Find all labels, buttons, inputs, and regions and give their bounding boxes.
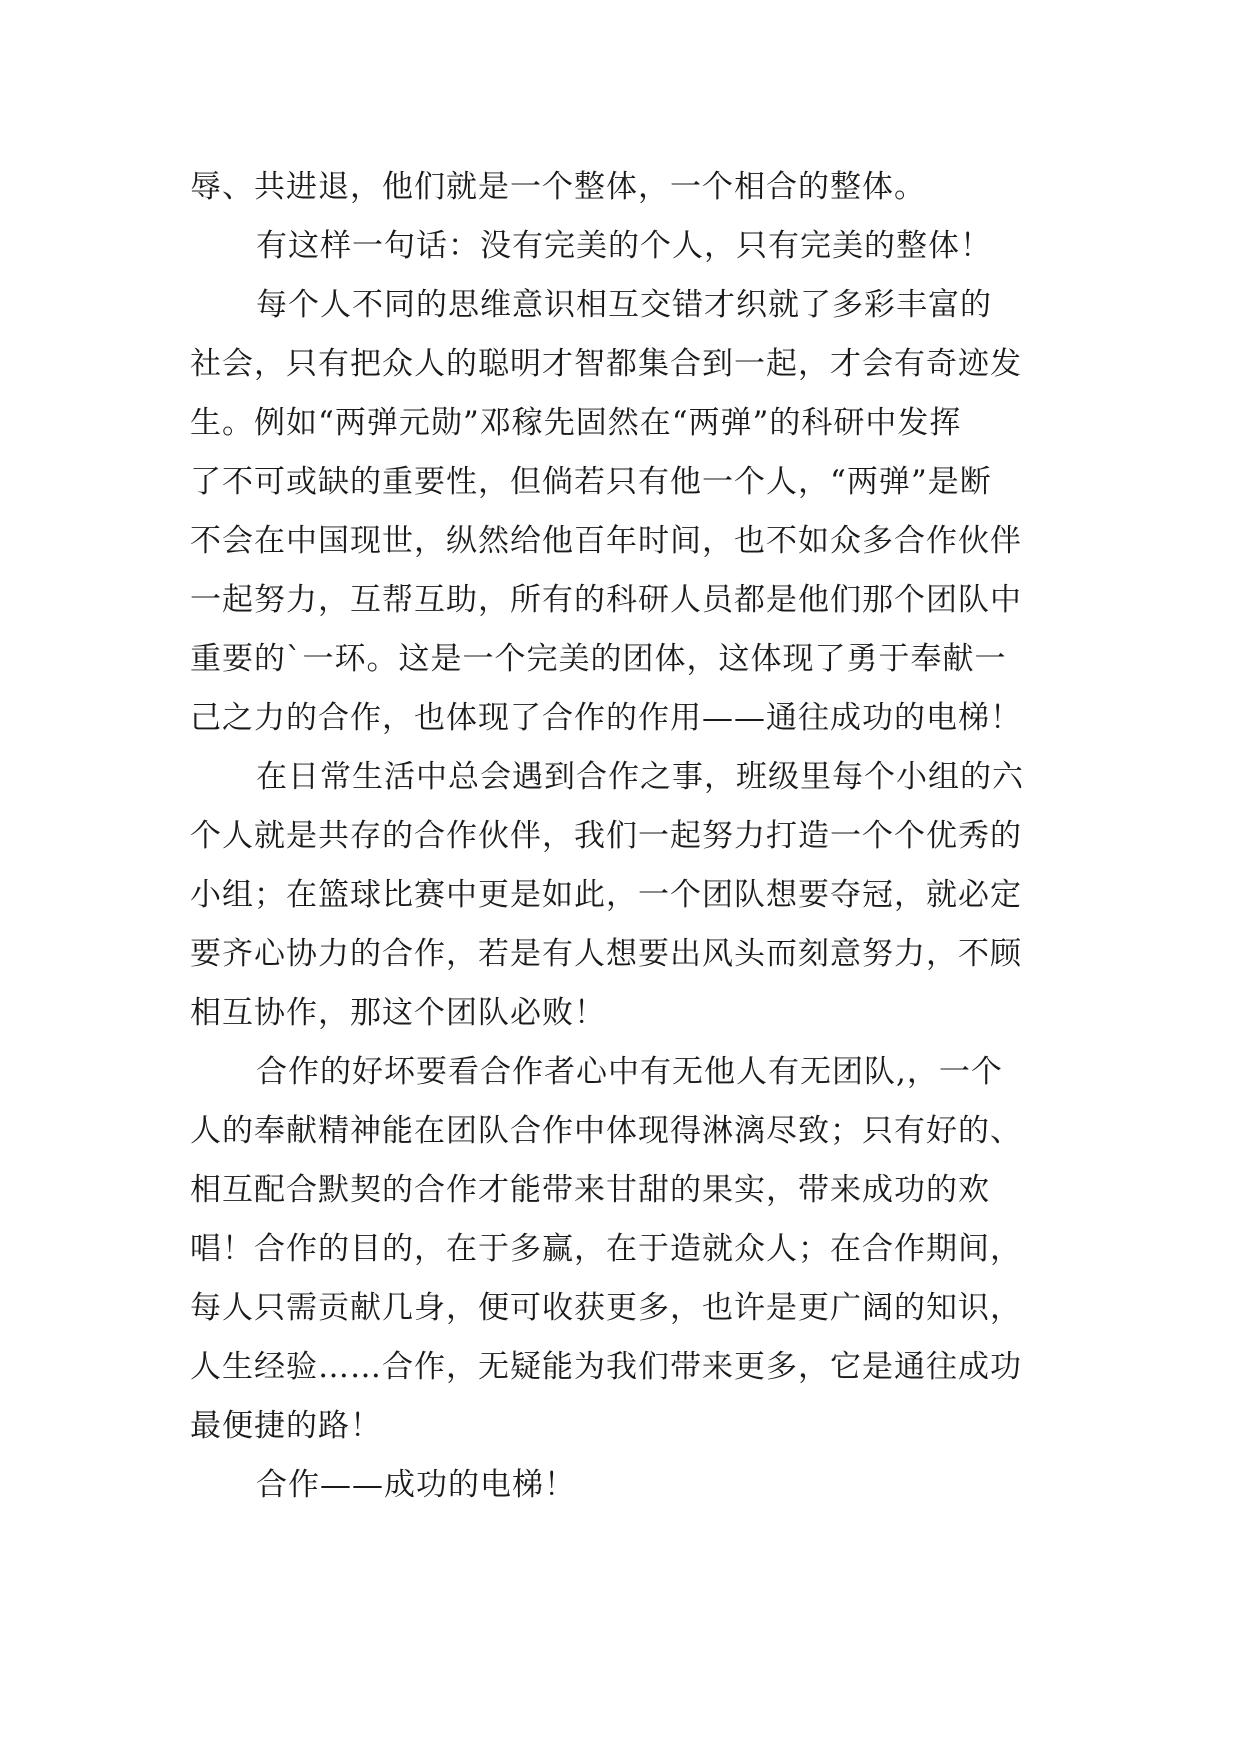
text-line: 合作——成功的电梯！ — [256, 1467, 576, 1503]
text-line: 不会在中国现世，纵然给他百年时间，也不如众多合作伙伴 — [190, 523, 1022, 559]
text-line: 辱、共进退，他们就是一个整体，一个相合的整体。 — [190, 169, 926, 205]
text-line: 最便捷的路！ — [190, 1408, 382, 1444]
text-line: 相互协作，那这个团队必败！ — [190, 995, 606, 1031]
text-line: 了不可或缺的重要性，但倘若只有他一个人，“两弹”是断 — [190, 464, 992, 500]
text-line: 人生经验……合作，无疑能为我们带来更多，它是通往成功 — [190, 1349, 1022, 1385]
text-line: 合作的好坏要看合作者心中有无他人有无团队,，一个 — [256, 1054, 1003, 1090]
text-line: 在日常生活中总会遇到合作之事，班级里每个小组的六 — [256, 759, 1024, 795]
text-line: 唱！合作的目的，在于多赢，在于造就众人；在合作期间， — [190, 1231, 1022, 1267]
text-line: 相互配合默契的合作才能带来甘甜的果实，带来成功的欢 — [190, 1172, 990, 1208]
text-line: 人的奉献精神能在团队合作中体现得淋漓尽致；只有好的、 — [190, 1113, 1022, 1149]
text-line: 生。例如“两弹元勋”邓稼先固然在“两弹”的科研中发挥 — [190, 405, 962, 441]
text-line: 己之力的合作，也体现了合作的作用——通往成功的电梯！ — [190, 700, 1022, 736]
text-line: 每人只需贡献几身，便可收获更多，也许是更广阔的知识， — [190, 1290, 1022, 1326]
text-line: 要齐心协力的合作，若是有人想要出风头而刻意努力，不顾 — [190, 936, 1022, 972]
text-line: 有这样一句话：没有完美的个人，只有完美的整体！ — [256, 228, 992, 264]
text-line: 个人就是共存的合作伙伴，我们一起努力打造一个个优秀的 — [190, 818, 1022, 854]
text-line: 社会，只有把众人的聪明才智都集合到一起，才会有奇迹发 — [190, 346, 1022, 382]
document-body — [190, 158, 1060, 1515]
text-line: 小组；在篮球比赛中更是如此，一个团队想要夺冠，就必定 — [190, 877, 1022, 913]
text-line: 重要的`一环。这是一个完美的团体，这体现了勇于奉献一 — [190, 641, 1007, 677]
text-line: 一起努力，互帮互助，所有的科研人员都是他们那个团队中 — [190, 582, 1022, 618]
text-line: 每个人不同的思维意识相互交错才织就了多彩丰富的 — [256, 287, 992, 323]
